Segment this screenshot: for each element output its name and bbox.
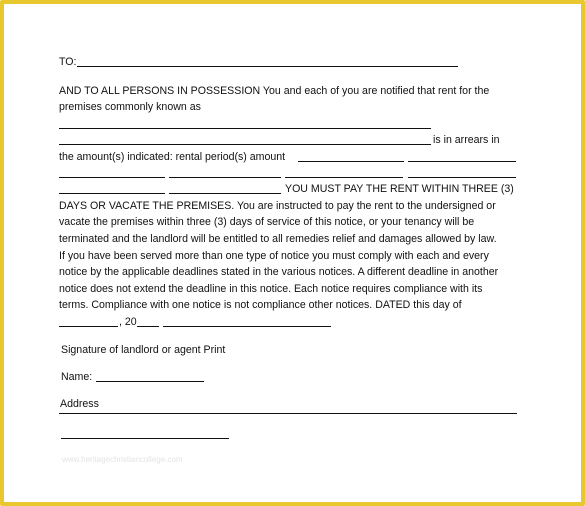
date-year-field[interactable]	[137, 326, 159, 327]
body-line-5: notice by the applicable deadlines stated in the various notices. A different deadline in another	[59, 266, 499, 278]
body-line-4: If you have been served more than one type of notice you must comply with each and every	[59, 250, 489, 262]
amount-field-3[interactable]	[408, 177, 516, 178]
must-pay-text: YOU MUST PAY THE RENT WITHIN THREE (3)	[285, 183, 514, 195]
amount-line: the amount(s) indicated: rental period(s) amount	[59, 151, 286, 163]
rental-period-field[interactable]	[298, 161, 404, 162]
amount-field-2[interactable]	[169, 177, 281, 178]
signature-field[interactable]	[61, 438, 229, 439]
name-label: Name:	[61, 371, 93, 383]
arrears-text: is in arrears in	[433, 134, 500, 146]
body-line-7: terms. Compliance with one notice is not compliance other notices. DATED this day of	[59, 299, 462, 311]
amount-field[interactable]	[408, 161, 516, 162]
name-field[interactable]	[96, 381, 204, 382]
rental-period-field-4[interactable]	[59, 193, 165, 194]
watermark-text: www.heritagechristiancollege.com	[62, 455, 183, 464]
body-line-3: terminated and the landlord will be entitled to all remedies relief and damages allowed by law.	[59, 233, 497, 245]
rental-period-field-2[interactable]	[59, 177, 165, 178]
body-line-6: notice does not extend the deadline in this notice. Each notice requires compliance with its	[59, 283, 483, 295]
premises-field[interactable]	[59, 128, 431, 129]
date-day-field[interactable]	[59, 326, 118, 327]
body-line-2: vacate the premises within three (3) days of service of this notice, or your tenancy will be	[59, 216, 475, 228]
date-extra-field[interactable]	[163, 326, 331, 327]
possession-line: AND TO ALL PERSONS IN POSSESSION You and each of you are notified that rent for the	[59, 85, 490, 97]
to-label: TO:	[59, 56, 77, 68]
address-field[interactable]	[59, 413, 517, 414]
body-line-1: DAYS OR VACATE THE PREMISES. You are instructed to pay the rent to the undersigned or	[59, 200, 496, 212]
premises-field-2[interactable]	[59, 144, 431, 145]
amount-field-4[interactable]	[169, 193, 281, 194]
signature-label: Signature of landlord or agent Print	[61, 344, 226, 356]
premises-line: premises commonly known as	[59, 101, 201, 113]
date-year-prefix: , 20	[119, 316, 137, 328]
rental-period-field-3[interactable]	[285, 177, 403, 178]
to-field[interactable]	[77, 66, 458, 67]
address-label: Address	[60, 398, 99, 410]
